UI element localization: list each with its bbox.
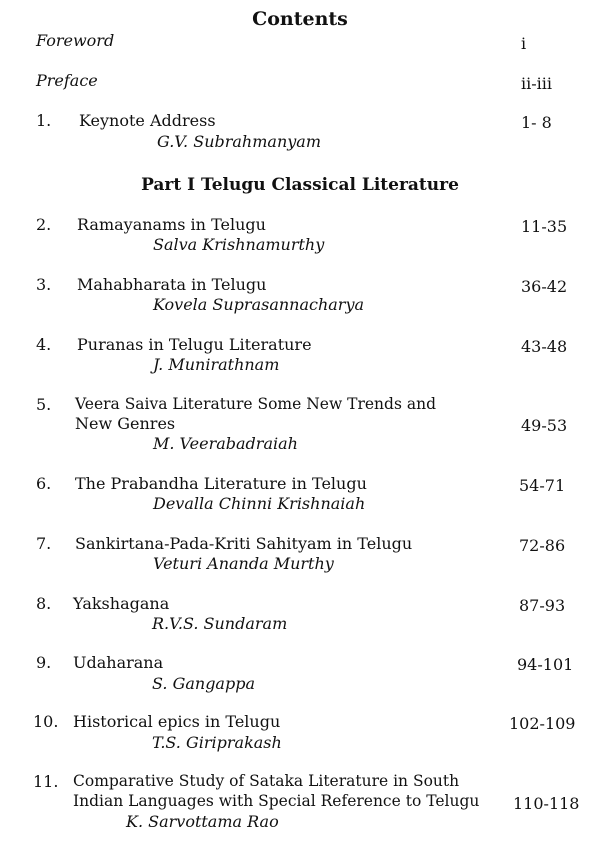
entry-pages: 102-109 <box>509 714 576 733</box>
entry-pages: 49-53 <box>521 416 568 435</box>
entry-pages: 43-48 <box>521 337 568 356</box>
entry-author: G.V. Subrahmanyam <box>157 132 321 151</box>
entry-author: S. Gangappa <box>152 674 255 693</box>
preface-pages: ii-iii <box>521 74 552 93</box>
entry-number: 2. <box>36 215 52 234</box>
entry-pages: 1- 8 <box>521 113 552 132</box>
entry-title-line2: Indian Languages with Special Reference to Telugu <box>73 792 480 810</box>
entry-author: Salva Krishnamurthy <box>153 235 325 254</box>
entry-title: Puranas in Telugu Literature <box>77 335 312 354</box>
entry-number: 10. <box>33 712 59 731</box>
entry-pages: 94-101 <box>517 655 574 674</box>
entry-title: Keynote Address <box>79 111 216 130</box>
entry-author: Kovela Suprasannacharya <box>153 295 365 314</box>
entry-author: R.V.S. Sundaram <box>152 614 288 633</box>
entry-title-line1: Comparative Study of Sataka Literature in South <box>73 772 460 790</box>
entry-title: The Prabandha Literature in Telugu <box>75 474 367 493</box>
entry-pages: 11-35 <box>521 217 568 236</box>
entry-title: Historical epics in Telugu <box>73 712 281 731</box>
entry-number: 9. <box>36 653 52 672</box>
entry-title: Yakshagana <box>73 594 170 613</box>
foreword-title: Foreword <box>36 31 115 50</box>
entry-title: Sankirtana-Pada-Kriti Sahityam in Telugu <box>75 534 413 553</box>
entry-number: 6. <box>36 474 52 493</box>
entry-author: Veturi Ananda Murthy <box>153 554 334 573</box>
entry-author: M. Veerabadraiah <box>153 434 298 453</box>
entry-title: Ramayanams in Telugu <box>77 215 266 234</box>
entry-number: 7. <box>36 534 52 553</box>
part-heading: Part I Telugu Classical Literature <box>141 175 459 195</box>
entry-author: K. Sarvottama Rao <box>126 812 279 831</box>
entry-number: 1. <box>36 111 52 130</box>
entry-number: 4. <box>36 335 52 354</box>
entry-title-line2: New Genres <box>75 414 176 433</box>
entry-author: T.S. Giriprakash <box>152 733 282 752</box>
entry-number: 8. <box>36 594 52 613</box>
entry-number: 3. <box>36 275 52 294</box>
entry-number: 11. <box>33 772 59 791</box>
entry-pages: 72-86 <box>519 536 566 555</box>
preface-title: Preface <box>36 71 98 90</box>
entry-title: Mahabharata in Telugu <box>77 275 267 294</box>
entry-author: Devalla Chinni Krishnaiah <box>153 494 366 513</box>
entry-title-line1: Veera Saiva Literature Some New Trends and <box>75 395 436 413</box>
entry-pages: 36-42 <box>521 277 568 296</box>
entry-author: J. Munirathnam <box>153 355 280 374</box>
page-title: Contents <box>252 8 348 30</box>
entry-title: Udaharana <box>73 653 164 672</box>
entry-pages: 87-93 <box>519 596 566 615</box>
entry-pages: 110-118 <box>513 794 580 813</box>
foreword-pages: i <box>521 34 527 53</box>
entry-number: 5. <box>36 395 52 414</box>
entry-pages: 54-71 <box>519 476 566 495</box>
